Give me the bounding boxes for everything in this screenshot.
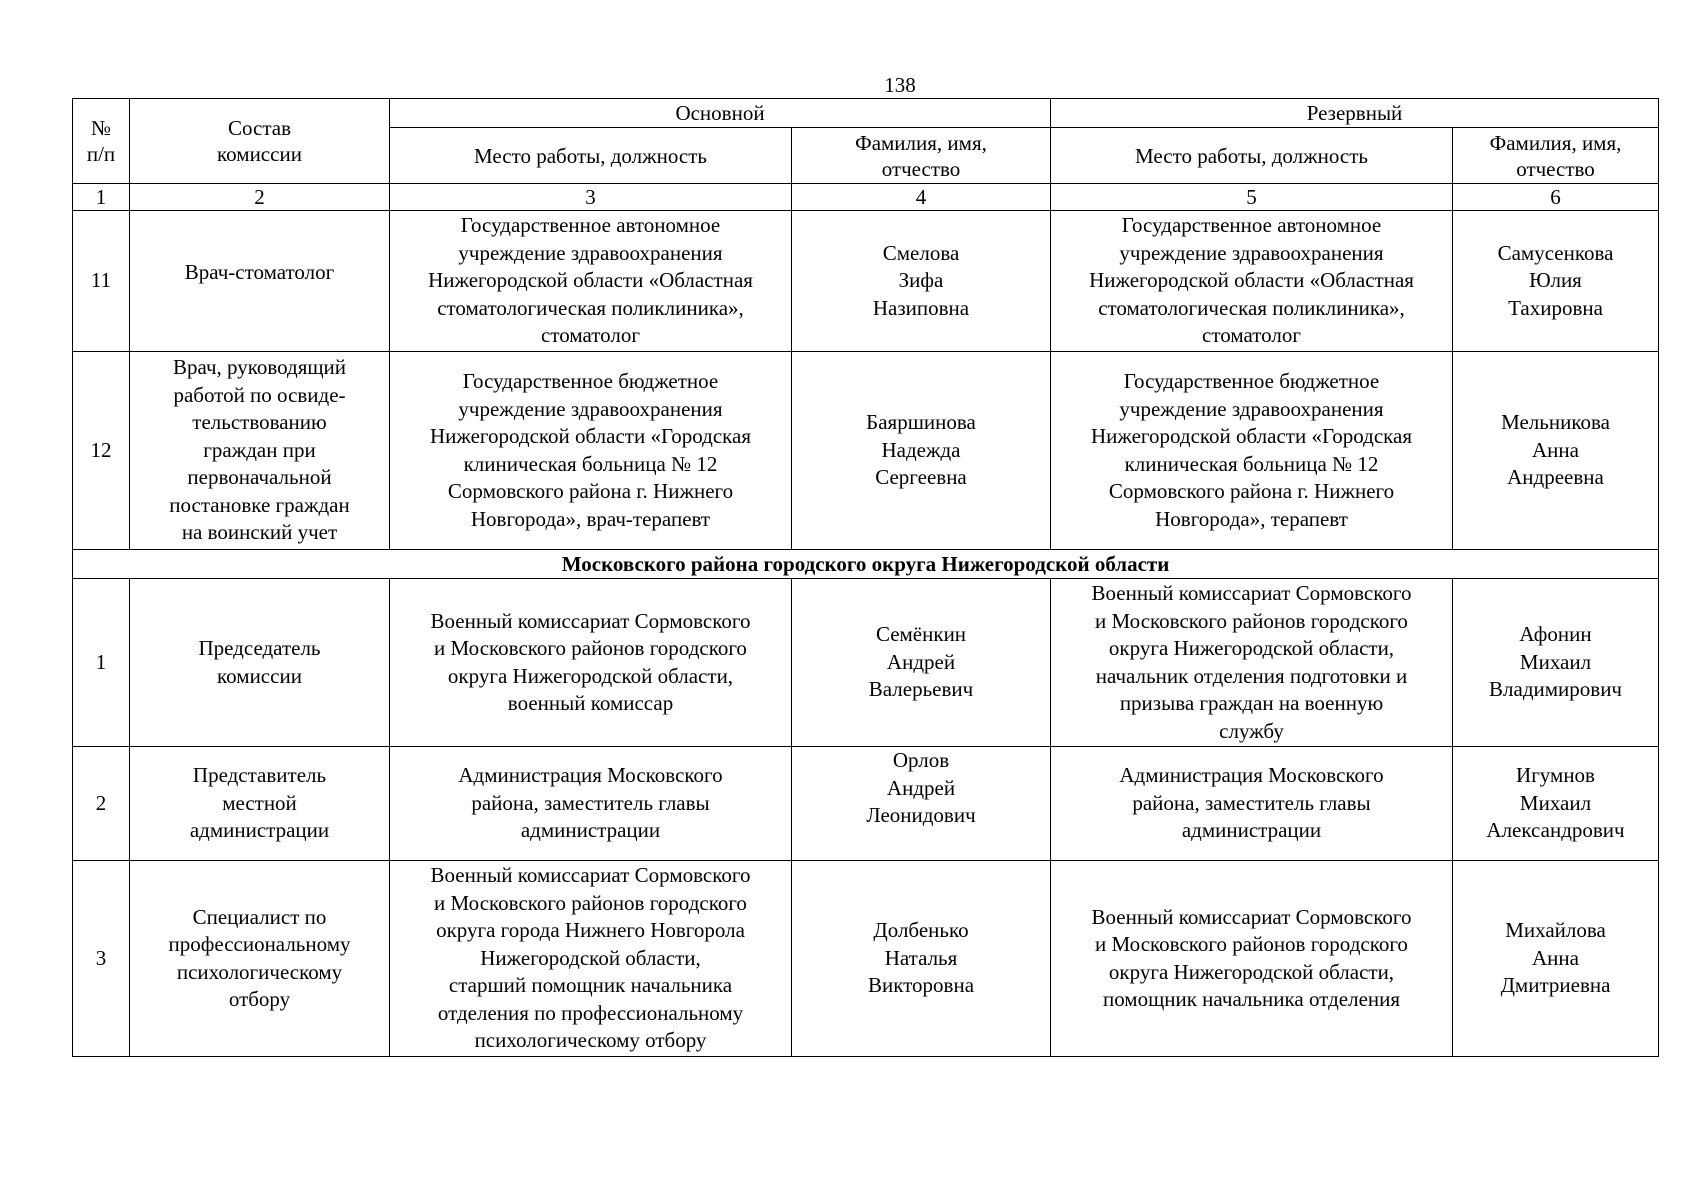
header-reserve: Резервный: [1051, 99, 1659, 128]
row-main-workplace: Государственное бюджетное учреждение здравоохранения Нижегородской области «Городская клиническая больница № 12 Сормовского района г. Нижнего Новгорода», врач-терапевт: [390, 352, 792, 550]
col-number-5: 5: [1051, 184, 1453, 211]
col-number-4: 4: [792, 184, 1051, 211]
row-main-fullname: Семёнкин Андрей Валерьевич: [792, 579, 1051, 747]
section-title: Московского района городского округа Нижегородской области: [73, 550, 1659, 579]
table-row: [73, 352, 1659, 550]
table-row: [73, 579, 1659, 747]
col-number-6: 6: [1453, 184, 1659, 211]
row-main-workplace: Военный комиссариат Сормовского и Московского районов городского округа города Нижнего Новгорола Нижегородской области, старший помощник начальника отделения по профессиональному психологическому отбору: [390, 861, 792, 1057]
col-number-1: 1: [73, 184, 130, 211]
row-reserve-fullname: Самусенкова Юлия Тахировна: [1453, 211, 1659, 352]
row-main-fullname: Баяршинова Надежда Сергеевна: [792, 352, 1051, 550]
commission-table: [72, 98, 1659, 1057]
row-reserve-workplace: Государственное автономное учреждение здравоохранения Нижегородской области «Областная стоматологическая поликлиника», стоматолог: [1051, 211, 1453, 352]
row-main-fullname: Орлов Андрей Леонидович: [792, 747, 1051, 861]
col-number-2: 2: [130, 184, 390, 211]
row-reserve-workplace: Государственное бюджетное учреждение здравоохранения Нижегородской области «Городская клиническая больница № 12 Сормовского района г. Нижнего Новгорода», терапевт: [1051, 352, 1453, 550]
row-num: 1: [73, 579, 130, 747]
row-num: 11: [73, 211, 130, 352]
row-main-workplace: Государственное автономное учреждение здравоохранения Нижегородской области «Областная стоматологическая поликлиника», стоматолог: [390, 211, 792, 352]
row-reserve-fullname: Мельникова Анна Андреевна: [1453, 352, 1659, 550]
header-num: № п/п: [73, 99, 130, 184]
row-reserve-fullname: Игумнов Михаил Александрович: [1453, 747, 1659, 861]
header-main-workplace: Место работы, должность: [390, 128, 792, 184]
row-reserve-workplace: Военный комиссариат Сормовского и Московского районов городского округа Нижегородской области, помощник начальника отделения: [1051, 861, 1453, 1057]
row-reserve-workplace: Военный комиссариат Сормовского и Московского районов городского округа Нижегородской области, начальник отделения подготовки и призыва граждан на военную службу: [1051, 579, 1453, 747]
row-main-workplace: Военный комиссариат Сормовского и Московского районов городского округа Нижегородской области, военный комиссар: [390, 579, 792, 747]
row-role: Специалист по профессиональному психологическому отбору: [130, 861, 390, 1057]
row-reserve-workplace: Администрация Московского района, заместитель главы администрации: [1051, 747, 1453, 861]
row-num: 2: [73, 747, 130, 861]
row-num: 3: [73, 861, 130, 1057]
header-reserve-workplace: Место работы, должность: [1051, 128, 1453, 184]
row-main-workplace: Администрация Московского района, заместитель главы администрации: [390, 747, 792, 861]
row-num: 12: [73, 352, 130, 550]
page-number: 138: [884, 73, 916, 97]
col-number-3: 3: [390, 184, 792, 211]
row-reserve-fullname: Афонин Михаил Владимирович: [1453, 579, 1659, 747]
table-row: [73, 861, 1659, 1057]
header-composition: Состав комиссии: [130, 99, 390, 184]
table-row: [73, 747, 1659, 861]
row-role: Врач-стоматолог: [130, 211, 390, 352]
row-main-fullname: Смелова Зифа Назиповна: [792, 211, 1051, 352]
header-main-fullname: Фамилия, имя, отчество: [792, 128, 1051, 184]
table-row: [73, 211, 1659, 352]
row-reserve-fullname: Михайлова Анна Дмитриевна: [1453, 861, 1659, 1057]
header-reserve-fullname: Фамилия, имя, отчество: [1453, 128, 1659, 184]
header-main: Основной: [390, 99, 1051, 128]
row-role: Председатель комиссии: [130, 579, 390, 747]
row-role: Врач, руководящий работой по освиде- тельствованию граждан при первоначальной постановке граждан на воинский учет: [130, 352, 390, 550]
row-main-fullname: Долбенько Наталья Викторовна: [792, 861, 1051, 1057]
row-role: Представитель местной администрации: [130, 747, 390, 861]
